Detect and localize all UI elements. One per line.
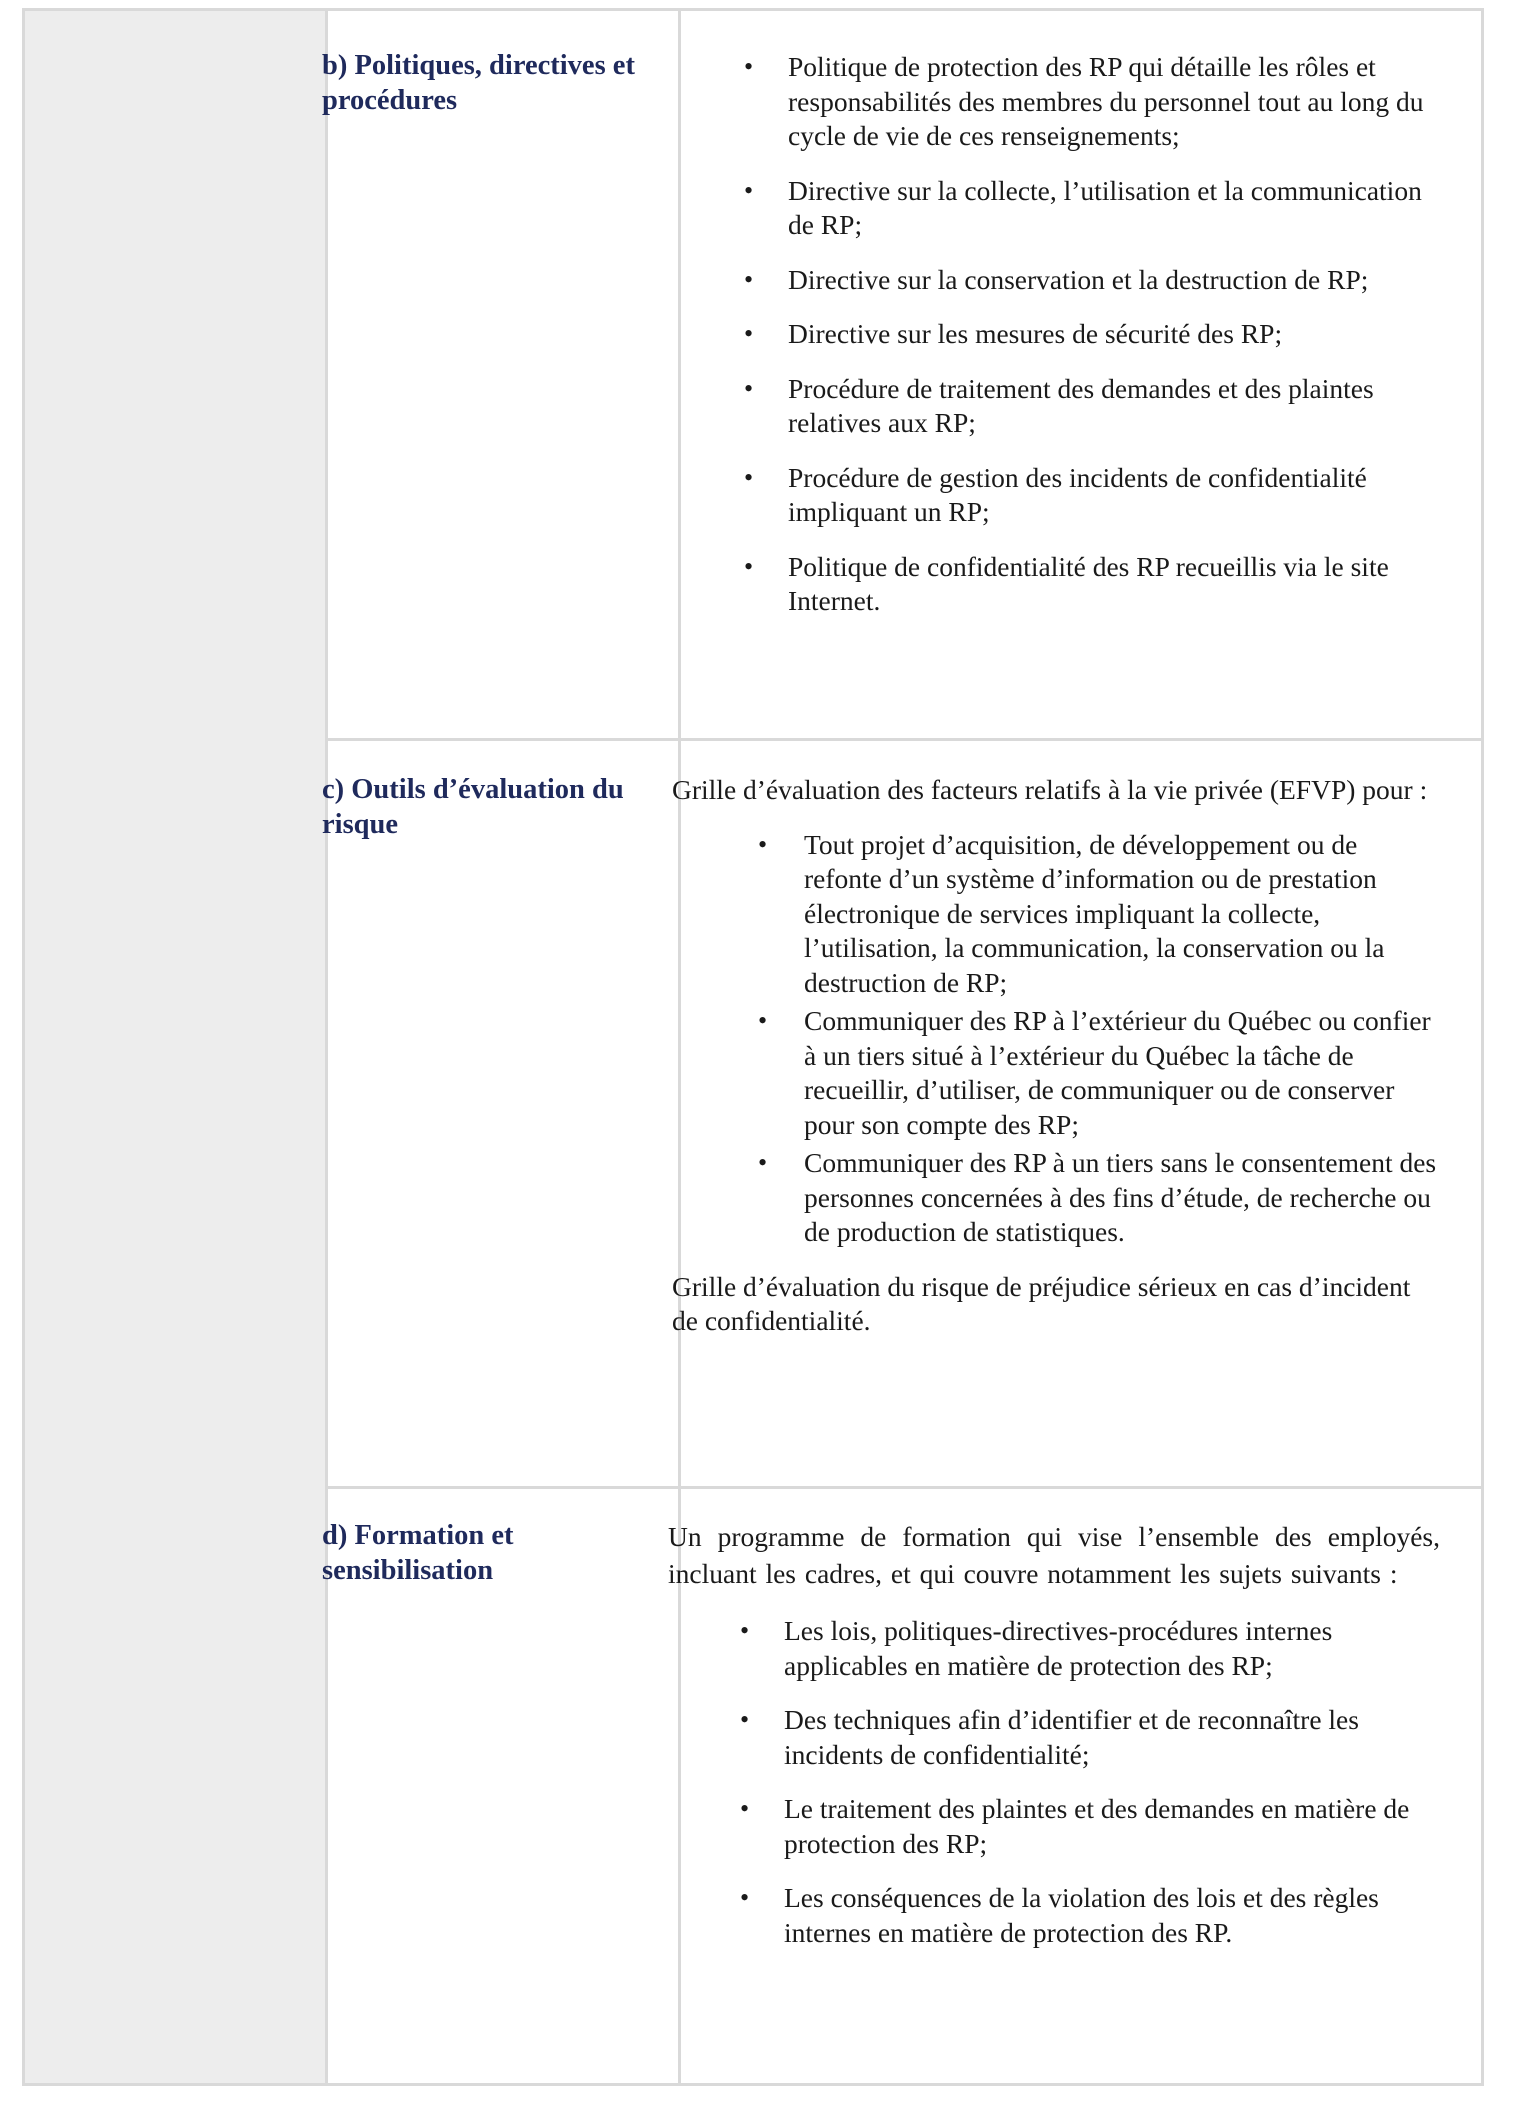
row-content-formation <box>668 1518 1440 1970</box>
list-item: • Directive sur la collecte, l’utilisation et la communication de RP; <box>672 174 1442 243</box>
list-item: • Communiquer des RP à l’extérieur du Québec ou confier à un tiers situé à l’extérieur du Québec la tâche de recueillir, d’utiliser, de communiquer ou de conserver pour son compte des RP; <box>672 1004 1442 1142</box>
training-topics-list <box>668 1614 1440 1950</box>
efvp-list <box>672 828 1442 1250</box>
list-item: • Directive sur la conservation et la destruction de RP; <box>672 263 1442 298</box>
outro-text: Grille d’évaluation du risque de préjudice sérieux en cas d’incident de confidentialité. <box>672 1270 1411 1336</box>
table-left-column <box>25 11 328 2083</box>
row-content-politiques <box>672 50 1442 639</box>
list-item: • Les conséquences de la violation des lois et des règles internes en matière de protection des RP. <box>668 1881 1440 1950</box>
list-item: • Procédure de gestion des incidents de confidentialité impliquant un RP; <box>672 461 1442 530</box>
row-heading-formation: d) Formation et sensibilisation <box>322 1520 514 1586</box>
row-content-outils <box>672 773 1442 1339</box>
intro-text: Grille d’évaluation des facteurs relatifs à la vie privée (EFVP) pour : <box>672 774 1428 805</box>
row-heading-politiques: b) Politiques, directives et procédures <box>322 50 635 116</box>
list-item: • Le traitement des plaintes et des demandes en matière de protection des RP; <box>668 1792 1440 1861</box>
list-item: • Politique de confidentialité des RP recueillis via le site Internet. <box>672 550 1442 619</box>
list-item: • Tout projet d’acquisition, de développement ou de refonte d’un système d’information ou de prestation électronique de services impliquant la collecte, l’utilisation, la communication, la conservation ou la destruction de RP; <box>672 828 1442 1001</box>
list-item: • Les lois, politiques-directives-procédures internes applicables en matière de protection des RP; <box>668 1614 1440 1683</box>
row-heading-outils: c) Outils d’évaluation du risque <box>322 774 624 840</box>
row-divider <box>328 1486 1481 1489</box>
row-divider <box>328 738 1481 741</box>
policies-list <box>672 50 1442 619</box>
list-item: • Procédure de traitement des demandes et des plaintes relatives aux RP; <box>672 372 1442 441</box>
list-item: • Communiquer des RP à un tiers sans le consentement des personnes concernées à des fins d’étude, de recherche ou de production de statistiques. <box>672 1146 1442 1250</box>
intro-text: Un programme de formation qui vise l’ensemble des employés, incluant les cadres, et qui couvre notamment les sujets suivants : <box>668 1521 1440 1589</box>
list-item: • Directive sur les mesures de sécurité des RP; <box>672 317 1442 352</box>
list-item: • Politique de protection des RP qui détaille les rôles et responsabilités des membres du personnel tout au long du cycle de vie de ces renseignements; <box>672 50 1442 154</box>
list-item: • Des techniques afin d’identifier et de reconnaître les incidents de confidentialité; <box>668 1703 1440 1772</box>
